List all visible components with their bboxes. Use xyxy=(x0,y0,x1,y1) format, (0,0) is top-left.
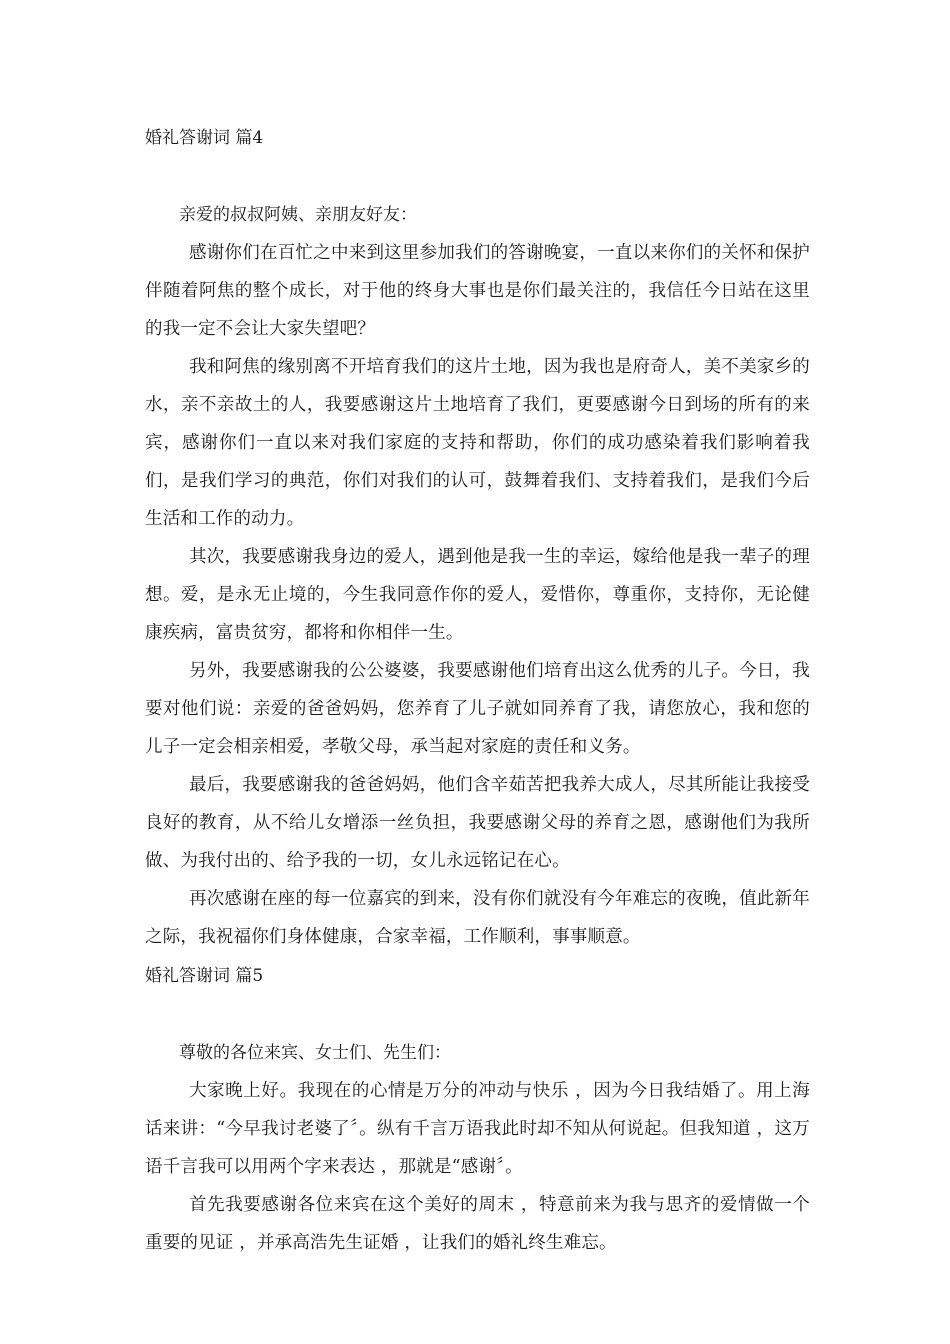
salutation: 亲爱的叔叔阿姨、亲朋友好友： xyxy=(179,205,417,225)
paragraph: 首先我要感谢各位来宾在这个美好的周末 ，特意前来为我与思齐的爱情做一个重要的见证 ，并承高浩先生证婚 ，让我们的婚礼终生难忘。 xyxy=(145,1195,810,1253)
paragraph: 我和阿焦的缘别离不开培育我们的这片土地，因为我也是府奇人，美不美家乡的水，亲不亲故土的人，我要感谢这片土地培育了我们，更要感谢今日到场的所有的来宾，感谢你们一直以来对我们家庭的支持和帮助，你们的成功感染着我们影响着我们，是我们学习的典范，你们对我们的认可，鼓舞着我们、支持着我们，是我们今后生活和工作的动力。 xyxy=(145,357,810,529)
salutation: 尊敬的各位来宾、女士们、先生们： xyxy=(179,1043,451,1063)
section-heading: 婚礼答谢词 篇5 xyxy=(145,966,264,986)
paragraph: 最后，我要感谢我的爸爸妈妈，他们含辛茹苦把我养大成人，尽其所能让我接受良好的教育，从不给儿女增添一丝负担，我要感谢父母的养育之恩，感谢他们为我所做、为我付出的、给予我的一切，女儿永远铭记在心。 xyxy=(145,775,810,871)
section-5 xyxy=(145,956,810,1262)
paragraph: 另外，我要感谢我的公公婆婆，我要感谢他们培育出这么优秀的儿子。今日，我要对他们说：亲爱的爸爸妈妈，您养育了儿子就如同养育了我，请您放心，我和您的儿子一定会相亲相爱，孝敬父母，承当起对家庭的责任和义务。 xyxy=(145,661,810,757)
paragraph: 大家晚上好。我现在的心情是万分的冲动与快乐 ，因为今日我结婚了。用上海话来讲：“今早我讨老婆了〞。纵有千言万语我此时却不知从何说起。但我知道 ，这万语千言我可以用两个字来表达 ，那就是“感谢〞。 xyxy=(145,1081,810,1177)
paragraph: 再次感谢在座的每一位嘉宾的到来，没有你们就没有今年难忘的夜晚，值此新年之际，我祝福你们身体健康，合家幸福，工作顺利，事事顺意。 xyxy=(145,889,810,947)
paragraph: 感谢你们在百忙之中来到这里参加我们的答谢晚宴，一直以来你们的关怀和保护伴随着阿焦的整个成长，对于他的终身大事也是你们最关注的，我信任今日站在这里的我一定不会让大家失望吧？ xyxy=(145,243,810,339)
spacer xyxy=(145,996,810,1034)
spacer xyxy=(145,158,810,196)
document-page xyxy=(145,118,810,1262)
section-heading: 婚礼答谢词 篇4 xyxy=(145,128,264,148)
section-4 xyxy=(145,118,810,956)
paragraph: 其次，我要感谢我身边的爱人，遇到他是我一生的幸运，嫁给他是我一辈子的理想。爱，是永无止境的，今生我同意作你的爱人，爱惜你，尊重你，支持你，无论健康疾病，富贵贫穷，都将和你相伴一生。 xyxy=(145,547,810,643)
